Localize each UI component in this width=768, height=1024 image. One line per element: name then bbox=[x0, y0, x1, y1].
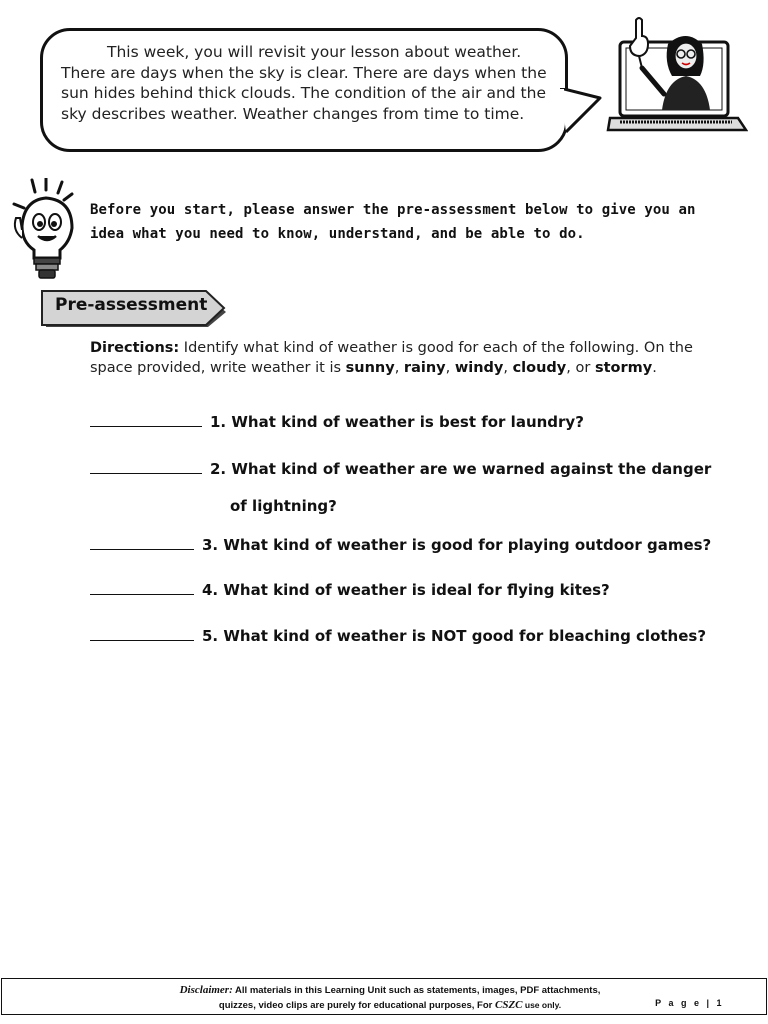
question-3 bbox=[90, 536, 711, 554]
question-2-text: 2. What kind of weather are we warned against the danger bbox=[210, 460, 712, 478]
question-1-text: 1. What kind of weather is best for laundry? bbox=[210, 413, 584, 431]
question-1 bbox=[90, 413, 584, 431]
answer-blank-5[interactable] bbox=[90, 628, 194, 641]
separator: , bbox=[394, 360, 404, 376]
answer-blank-2[interactable] bbox=[90, 461, 202, 474]
disclaimer-label: Disclaimer: bbox=[179, 984, 233, 996]
page-number: P a g e | 1 bbox=[655, 998, 724, 1008]
lightbulb-icon bbox=[8, 178, 84, 282]
section-title: Pre-assessment bbox=[55, 295, 208, 315]
speech-bubble bbox=[40, 28, 568, 152]
disclaimer bbox=[150, 983, 630, 1013]
separator: , or bbox=[566, 360, 595, 376]
intro-text: Before you start, please answer the pre-assessment below to give you an idea what you need to know, understand, and be able to do. bbox=[90, 202, 696, 242]
option-stormy: stormy bbox=[594, 360, 653, 376]
answer-blank-1[interactable] bbox=[90, 414, 202, 427]
directions bbox=[90, 338, 720, 378]
question-4 bbox=[90, 581, 610, 599]
answer-blank-3[interactable] bbox=[90, 537, 194, 550]
option-sunny: sunny bbox=[345, 360, 395, 376]
directions-label: Directions: bbox=[90, 340, 180, 356]
option-cloudy: cloudy bbox=[512, 360, 567, 376]
separator: , bbox=[503, 360, 513, 376]
teacher-laptop-icon bbox=[606, 14, 748, 136]
answer-blank-4[interactable] bbox=[90, 582, 194, 595]
option-rainy: rainy bbox=[403, 360, 446, 376]
question-5 bbox=[90, 627, 706, 645]
brand-name: CSZC bbox=[495, 999, 523, 1011]
separator: , bbox=[445, 360, 455, 376]
question-4-text: 4. What kind of weather is ideal for flying kites? bbox=[202, 581, 610, 599]
disclaimer-line-2-end: use only. bbox=[522, 1000, 562, 1010]
speech-bubble-text: This week, you will revisit your lesson about weather. There are days when the sky is clear. There are days when the sun hides behind thick clouds. The condition of the air and the sky describes weather. Weather changes from time to time. bbox=[61, 43, 547, 123]
disclaimer-line-2: quizzes, video clips are purely for educational purposes, For bbox=[218, 1000, 495, 1011]
directions-text: Identify what kind of weather is good for each of the following. On the space provided, write weather it is bbox=[90, 340, 693, 376]
question-2-continuation: of lightning? bbox=[230, 497, 337, 515]
speech-bubble-tail bbox=[560, 88, 610, 138]
period: . bbox=[652, 360, 657, 376]
disclaimer-line-1: All materials in this Learning Unit such as statements, images, PDF attachments, bbox=[232, 985, 601, 996]
option-windy: windy bbox=[454, 360, 504, 376]
question-3-text: 3. What kind of weather is good for playing outdoor games? bbox=[202, 536, 712, 554]
question-2 bbox=[90, 460, 711, 478]
question-5-text: 5. What kind of weather is NOT good for bleaching clothes? bbox=[202, 627, 707, 645]
footer bbox=[1, 978, 767, 1015]
